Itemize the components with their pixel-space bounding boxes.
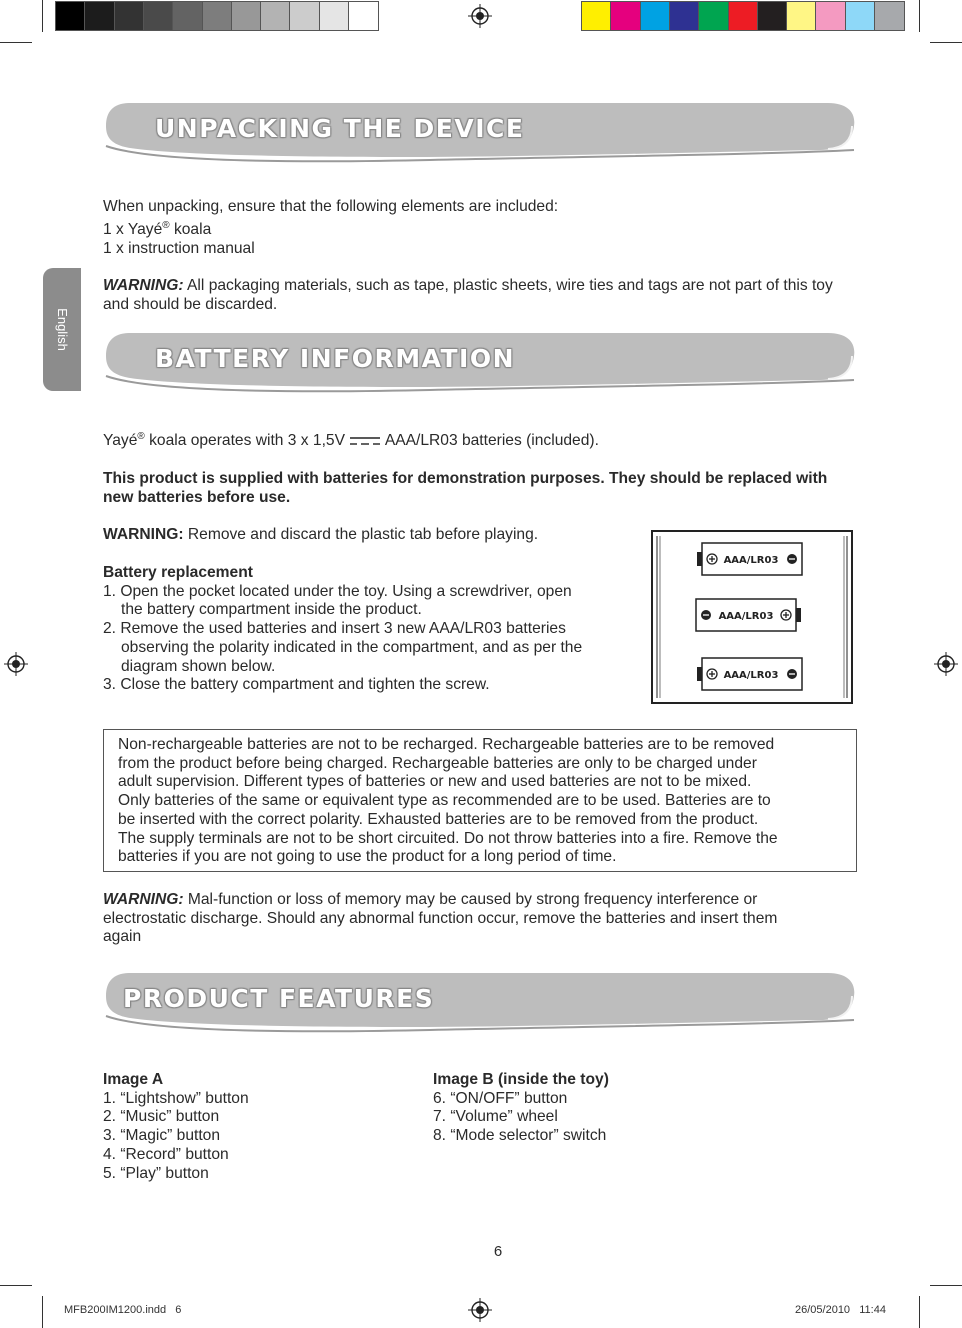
color-swatch — [173, 2, 202, 30]
feature-item: 3. “Magic” button — [103, 1127, 221, 1145]
notice-line: The supply terminals are not to be short circuited. Do not throw batteries into a fire. Remove the — [118, 829, 778, 847]
battery-step: observing the polarity indicated in the compartment, and as per the — [121, 638, 583, 656]
battery-step: 2. Remove the used batteries and insert 3 new AAA/LR03 batteries — [103, 620, 566, 638]
registration-mark-icon — [4, 652, 28, 676]
grey-swatch-bar — [56, 0, 379, 32]
notice-line: be inserted with the correct polarity. Exhausted batteries are to be removed from the product. — [118, 810, 759, 828]
registration-mark-icon — [934, 652, 958, 676]
crop-mark — [0, 42, 32, 43]
color-swatch — [611, 2, 640, 30]
color-swatch — [320, 2, 349, 30]
image-b-heading: Image B (inside the toy) — [433, 1071, 609, 1088]
color-swatch — [787, 2, 816, 30]
color-swatch — [203, 2, 232, 30]
notice-line: Only batteries of the same or equivalent type as recommended are to be used. Batteries are to — [118, 792, 771, 810]
color-swatch — [56, 2, 85, 30]
color-swatch — [115, 2, 144, 30]
registration-mark-icon — [468, 1298, 492, 1322]
feature-item: 8. “Mode selector” switch — [433, 1127, 607, 1145]
unpacking-warning: WARNING: All packaging materials, such as tape, plastic sheets, wire ties and tags are not part of this toy and should be discarded. — [103, 277, 833, 313]
feature-item: 2. “Music” button — [103, 1108, 220, 1126]
color-swatch — [349, 2, 378, 30]
battery-step: diagram shown below. — [121, 657, 276, 675]
color-swatch-bar — [582, 0, 905, 32]
color-swatch — [670, 2, 699, 30]
crop-mark — [930, 1285, 962, 1286]
feature-item: 6. “ON/OFF” button — [433, 1089, 568, 1107]
section-title-features: PRODUCT FEATURES — [123, 984, 435, 1013]
crop-mark — [930, 42, 962, 43]
dc-symbol-icon — [349, 435, 381, 447]
battery-slot — [697, 543, 802, 575]
crop-mark — [919, 0, 920, 32]
unpacking-intro: When unpacking, ensure that the following elements are included: — [103, 198, 559, 215]
unpacking-item: 1 x Yayé® koala — [103, 219, 212, 238]
crop-mark — [0, 1285, 32, 1286]
image-a-list — [103, 1071, 403, 1183]
color-swatch — [290, 2, 319, 30]
feature-item: 4. “Record” button — [103, 1145, 229, 1163]
feature-item: 1. “Lightshow” button — [103, 1089, 249, 1107]
crop-mark — [919, 1296, 920, 1328]
battery-step: 1. Open the pocket located under the toy. Using a screwdriver, open — [103, 582, 572, 600]
page-number: 6 — [493, 1243, 503, 1260]
color-swatch — [582, 2, 611, 30]
battery-warning: WARNING: Remove and discard the plastic tab before playing. — [103, 526, 539, 544]
battery-safety-notice — [103, 729, 857, 872]
battery-demo-note: This product is supplied with batteries for demonstration purposes. They should be replaced with new batteries before use. — [103, 469, 828, 506]
notice-line: from the product before being charged. Rechargeable batteries are only to be charged under — [118, 754, 757, 772]
battery-slot — [697, 658, 802, 690]
section-title-unpacking: UNPACKING THE DEVICE — [155, 114, 525, 143]
battery-type-label: AAA/LR03 — [723, 555, 779, 566]
color-swatch — [729, 2, 758, 30]
crop-mark — [42, 0, 43, 32]
image-b-list — [433, 1071, 833, 1146]
color-swatch — [846, 2, 875, 30]
color-swatch — [875, 2, 904, 30]
battery-type-label: AAA/LR03 — [718, 611, 774, 622]
registration-mark-icon — [468, 4, 492, 28]
feature-item: 5. “Play” button — [103, 1164, 209, 1182]
battery-compartment-diagram — [651, 530, 853, 704]
battery-operation: Yayé® koala operates with 3 x 1,5V AAA/LR03 batteries (included). — [103, 431, 599, 450]
interference-warning: WARNING: Mal-function or loss of memory may be caused by strong frequency interference or electrostatic discharge. Should any abnormal function occur, remove the batteries and insert them again — [103, 891, 778, 946]
battery-step: the battery compartment inside the product. — [121, 601, 422, 619]
battery-slot — [696, 599, 801, 631]
color-swatch — [261, 2, 290, 30]
language-tab-label: English — [54, 308, 70, 351]
notice-line: batteries if you are not going to use the product for a long period of time. — [118, 848, 617, 866]
battery-step: 3. Close the battery compartment and tighten the screw. — [103, 676, 490, 694]
battery-type-label: AAA/LR03 — [723, 670, 779, 681]
image-a-heading: Image A — [103, 1071, 164, 1088]
color-swatch — [85, 2, 114, 30]
color-swatch — [232, 2, 261, 30]
color-swatch — [641, 2, 670, 30]
footer-date: 26/05/2010 11:44 — [795, 1304, 886, 1316]
notice-line: Non-rechargeable batteries are not to be recharged. Rechargeable batteries are to be removed — [118, 736, 775, 753]
color-swatch — [758, 2, 787, 30]
color-swatch — [816, 2, 845, 30]
color-swatch — [699, 2, 728, 30]
notice-line: adult supervision. Different types of batteries or new and used batteries are not to be mixed. — [118, 773, 752, 791]
battery-replacement-heading: Battery replacement — [103, 564, 253, 581]
footer-filename: MFB200IM1200.indd 6 — [64, 1304, 182, 1316]
color-swatch — [144, 2, 173, 30]
crop-mark — [42, 1296, 43, 1328]
feature-item: 7. “Volume” wheel — [433, 1108, 558, 1126]
unpacking-item: 1 x instruction manual — [103, 239, 255, 257]
section-title-battery: BATTERY INFORMATION — [155, 344, 516, 373]
